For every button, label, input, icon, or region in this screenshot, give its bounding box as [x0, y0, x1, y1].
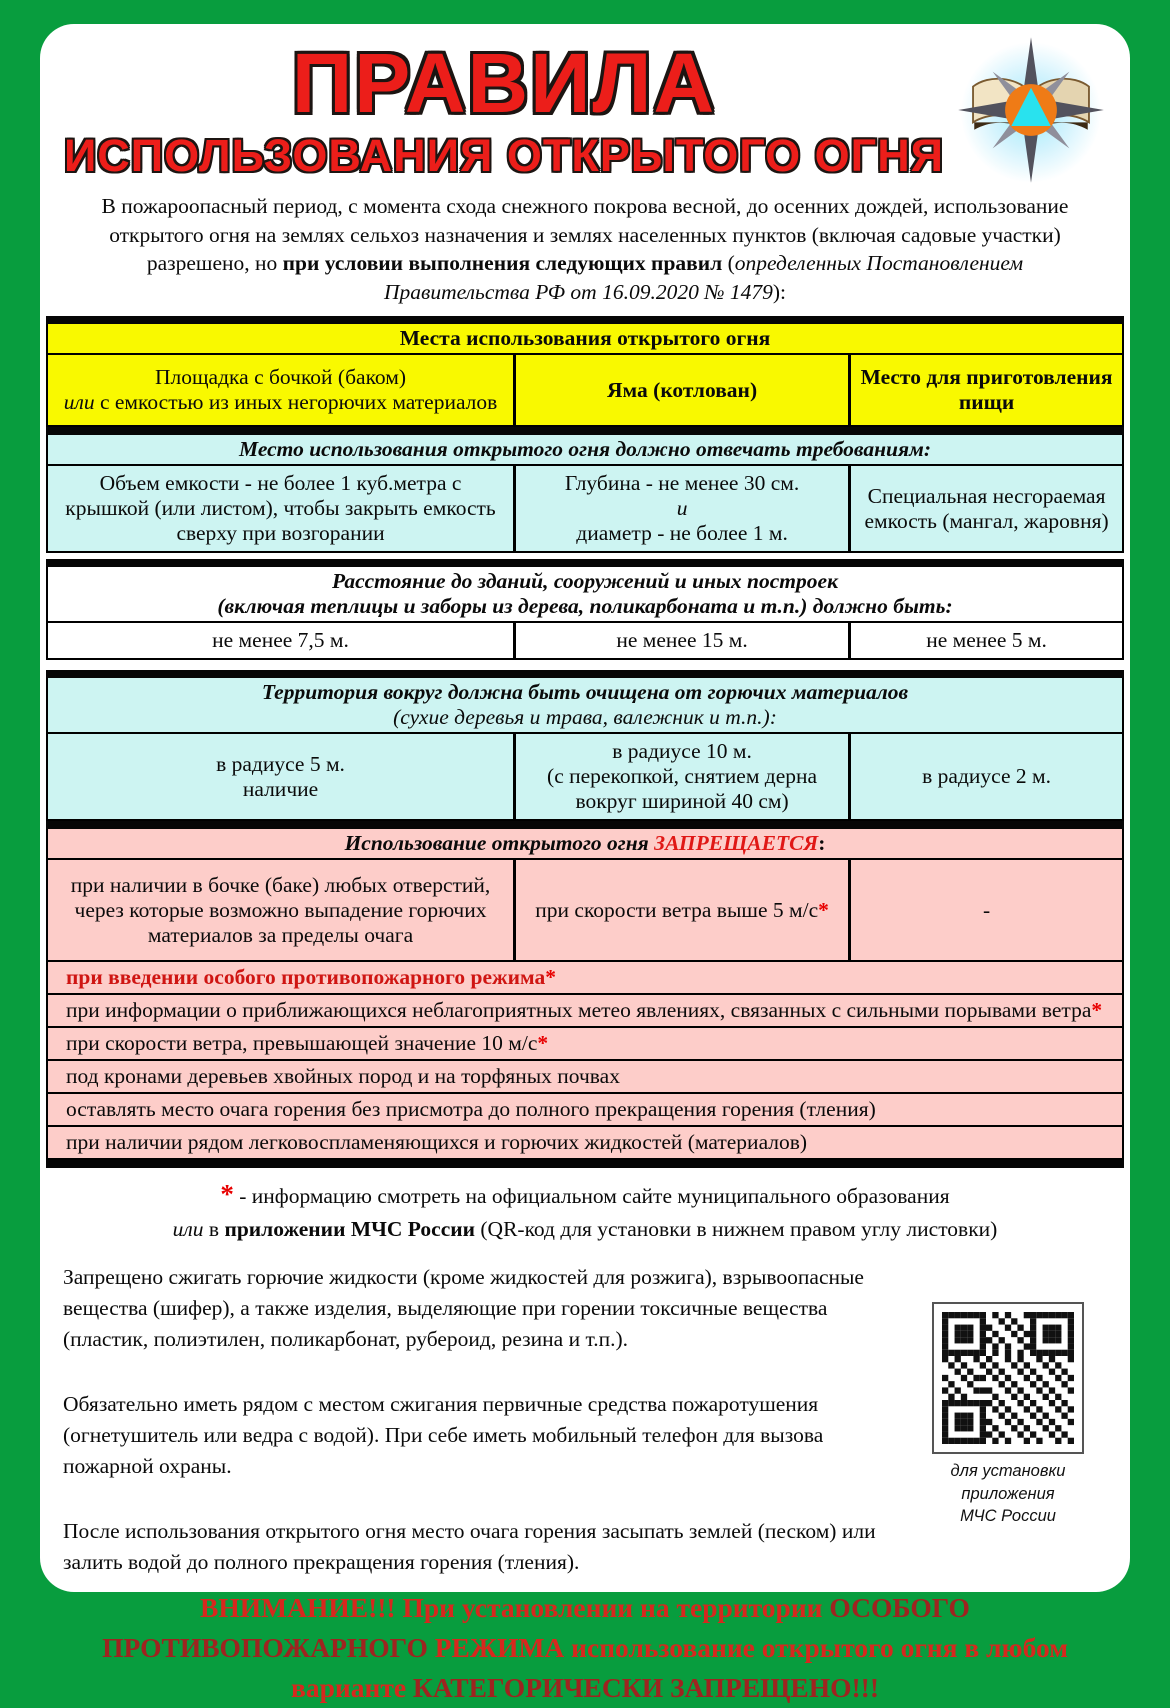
qr-caption: для установки приложения МЧС России: [950, 1462, 1066, 1525]
prohibited-row: при наличии рядом легковоспламеняющихся и горючих жидкостей (материалов): [48, 1125, 1122, 1158]
section-requirements: [46, 435, 1124, 553]
mchs-emblem-icon: [953, 36, 1109, 184]
requirements-cell-barrel: Объем емкости - не более 1 куб.метра с крышкой (или листом), чтобы закрыть емкость сверху при возгорании: [65, 471, 496, 546]
distance-cell-cooking: не менее 5 м.: [848, 623, 1122, 658]
section-distance-header: Расстояние до зданий, сооружений и иных построек (включая теплицы и заборы из дерева, поликарбоната и т.п.) должно быть:: [48, 567, 1122, 623]
section-prohibited-header: Использование открытого огня ЗАПРЕЩАЕТСЯ:: [48, 829, 1122, 860]
divider-bar: [46, 1160, 1124, 1168]
poster-panel: [40, 24, 1130, 1703]
divider-bar: [46, 316, 1124, 324]
intro-bold: при условии выполнения следующих правил: [282, 251, 723, 276]
distance-cell-pit: не менее 15 м.: [513, 623, 848, 658]
territory-cell-barrel: в радиусе 5 м. наличие: [216, 751, 345, 801]
rules-table: [46, 316, 1124, 1168]
title-block: [55, 36, 953, 181]
divider-bar: [46, 559, 1124, 567]
intro-paragraph: В пожароопасный период, с момента схода снежного покрова весной, до осенних дождей, использование открытого огня на землях сельхоз назначения и землях населенных пунктов (включая садовые участки) разрешено, но при условии выполнения следующих правил (определенных Постановлением Правительства РФ от 16.09.2020 № 1479):: [101, 194, 1069, 304]
paragraph-burn-ban: Запрещено сжигать горючие жидкости (кроме жидкостей для розжига), взрывоопасные вещества (шифер), а также изделия, выделяющие при горении токсичные вещества (пластик, полиэтилен, поликарбонат, рубероид, резина и т.п.).: [63, 1265, 864, 1352]
paragraph-after-use: После использования открытого огня место очага горения засыпать землей (песком) или залить водой до полного прекращения горения (тления).: [63, 1518, 876, 1574]
territory-cell-cooking: в радиусе 2 м.: [848, 734, 1122, 819]
requirements-cell-cooking: Специальная несгораемая емкость (мангал, жаровня): [848, 466, 1122, 551]
page-title: ПРАВИЛА: [291, 36, 717, 131]
intro-text: В пожароопасный период, с момента схода снежного покрова весной, до осенних дождей, использование открытого огня на землях сельхоз назначения и землях населенных пунктов (включая садовые участки) разрешено, но: [101, 194, 1069, 276]
qr-code: [932, 1302, 1084, 1454]
header: [45, 32, 1125, 184]
qr-column: [905, 1262, 1111, 1578]
body-content: [45, 1258, 1125, 1578]
places-cell-cooking: Место для приготовления пищи: [848, 355, 1122, 425]
section-places: [46, 324, 1124, 427]
section-prohibited: [46, 829, 1124, 1160]
distance-cell-barrel: не менее 7,5 м.: [212, 628, 349, 653]
divider-bar: [46, 821, 1124, 829]
prohibited-cell-cooking: -: [848, 860, 1122, 960]
prohibited-row: под кронами деревьев хвойных пород и на торфяных почвах: [48, 1059, 1122, 1092]
prohibited-row: при информации о приближающихся неблагоприятных метео явлениях, связанных с сильными порывами ветра*: [48, 993, 1122, 1026]
prohibited-cell-barrel: при наличии в бочке (баке) любых отверстий, через которые возможно выпадение горючих материалов за пределы очага: [70, 872, 491, 947]
section-distance: [46, 567, 1124, 660]
places-cell-barrel: Площадка с бочкой (баком) или с емкостью из иных негорючих материалов: [63, 365, 498, 415]
paragraph-extinguishers: Обязательно иметь рядом с местом сжигания первичные средства пожаротушения (огнетушитель или ведра с водой). При себе иметь мобильный телефон для вызова пожарной охраны.: [63, 1392, 824, 1479]
section-territory-header: Территория вокруг должна быть очищена от горючих материалов (сухие деревья и трава, валежник и т.п.):: [48, 678, 1122, 734]
prohibited-row: оставлять место очага горения без присмотра до полного прекращения горения (тления): [48, 1092, 1122, 1125]
requirements-cell-pit: Глубина - не менее 30 см. и диаметр - не более 1 м.: [513, 466, 848, 551]
prohibited-cell-pit: при скорости ветра выше 5 м/с*: [513, 860, 848, 960]
prohibited-row: при введении особого противопожарного режима*: [66, 965, 556, 990]
section-requirements-header: Место использования открытого огня должно отвечать требованиям:: [48, 435, 1122, 466]
page-subtitle: ИСПОЛЬЗОВАНИЯ ОТКРЫТОГО ОГНЯ: [63, 129, 945, 181]
places-cell-pit: Яма (котлован): [513, 355, 848, 425]
section-territory: [46, 678, 1124, 821]
intro-italic: определенных Постановлением Правительства РФ от 16.09.2020 № 1479: [384, 251, 1024, 304]
territory-cell-pit: в радиусе 10 м. (с перекопкой, снятием дерна вокруг шириной 40 см): [513, 734, 848, 819]
body-paragraphs: [63, 1262, 905, 1578]
section-places-header: Места использования открытого огня: [48, 324, 1122, 355]
prohibited-row: при скорости ветра, превышающей значение 10 м/с*: [48, 1026, 1122, 1059]
footnote: * - информацию смотреть на официальном сайте муниципального образования или в приложении МЧС России (QR-код для установки в нижнем правом углу листовки): [172, 1179, 998, 1242]
warning-banner: ВНИМАНИЕ!!! При установлении на территории ОСОБОГО ПРОТИВОПОЖАРНОГО РЕЖИМА использование открытого огня в любом варианте КАТЕГОРИЧЕСКИ ЗАПРЕЩЕНО!!!: [102, 1591, 1068, 1703]
divider-bar: [46, 670, 1124, 678]
divider-bar: [46, 427, 1124, 435]
